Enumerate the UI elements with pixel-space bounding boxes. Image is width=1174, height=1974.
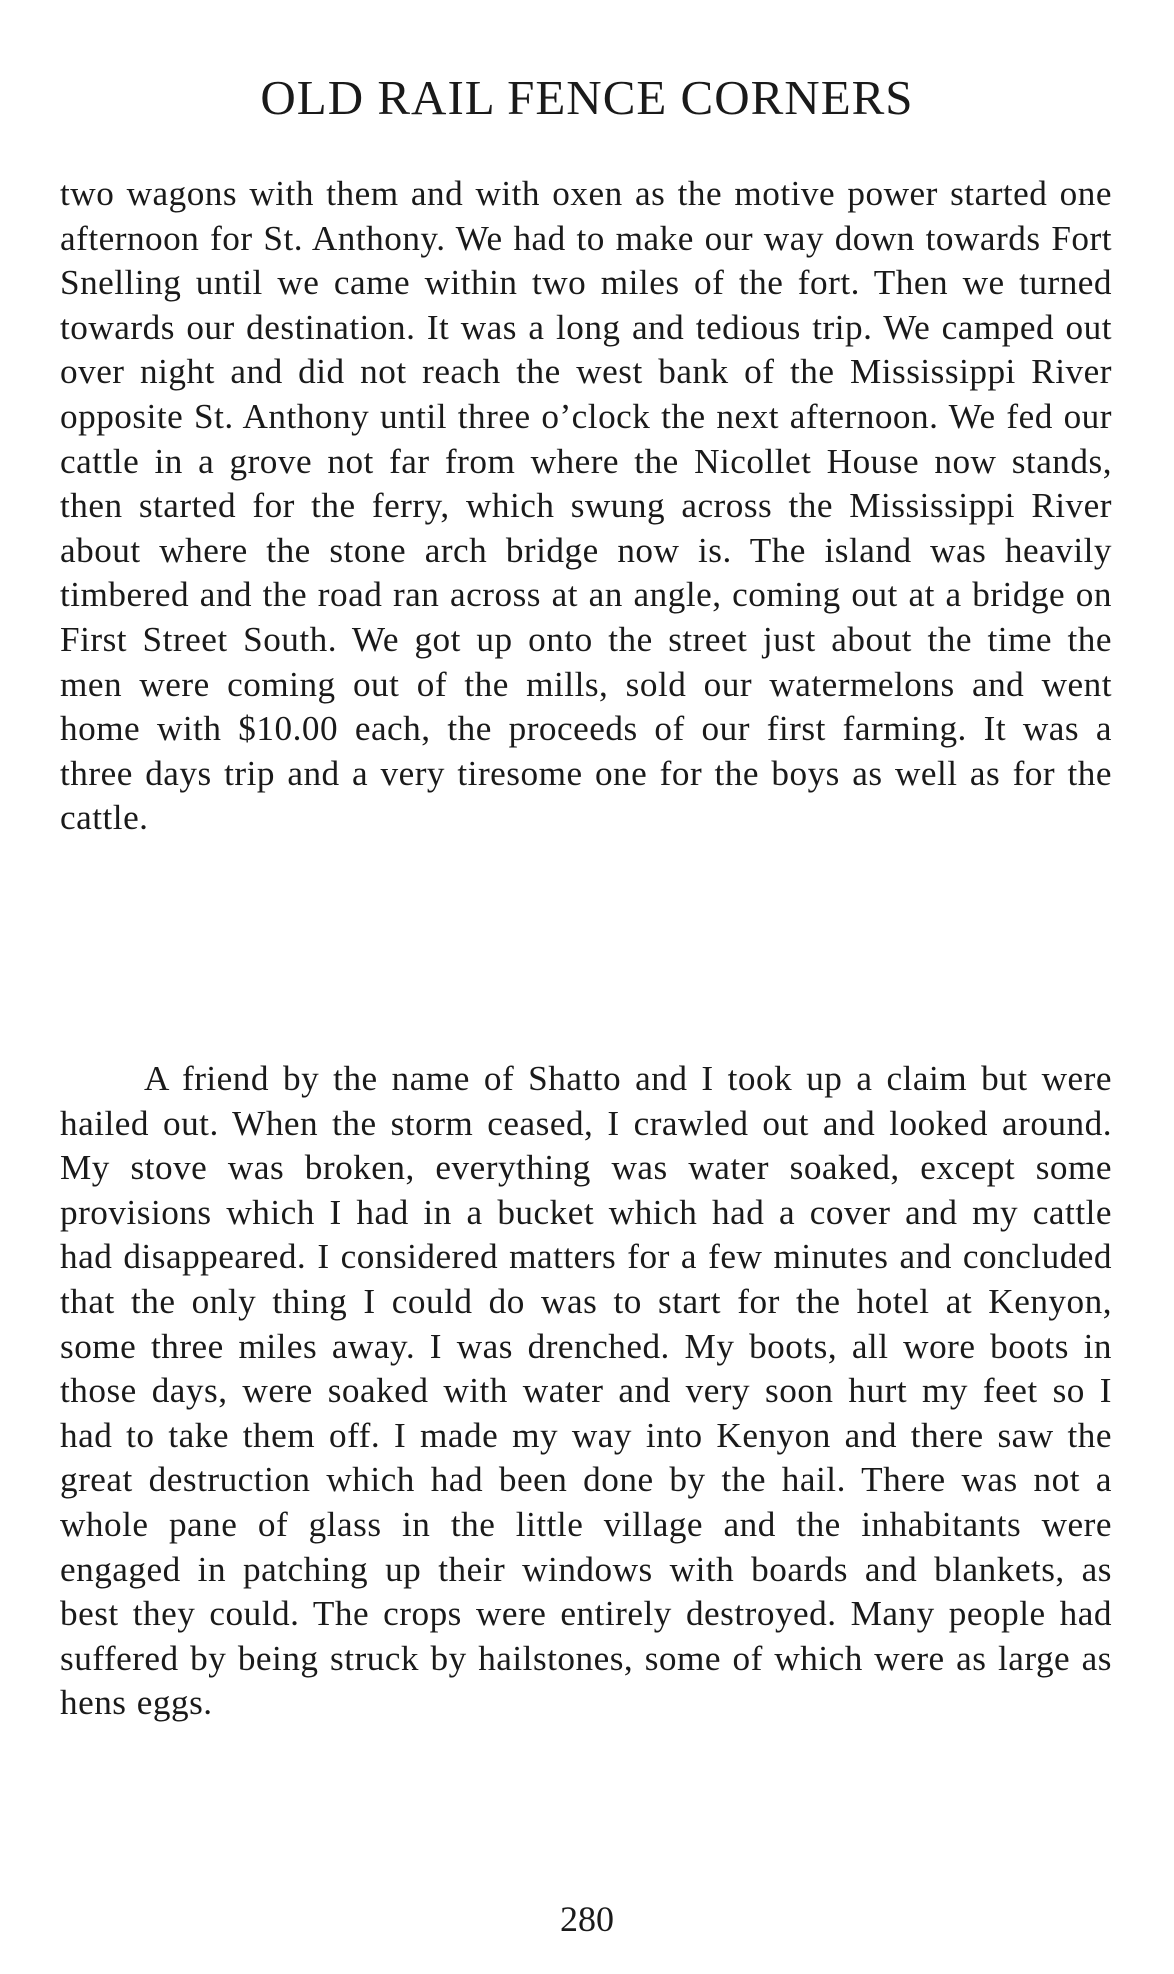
- paragraph-2: A friend by the name of Shatto and I took up a claim but were hailed out. When the storm ceased, I crawled out and looked around. My stove was broken, everything was water soaked, except some provisions which I had in a bucket which had a cover and my cattle had disappeared. I considered matters for a few minutes and concluded that the only thing I could do was to start for the hotel at Kenyon, some three miles away. I was drenched. My boots, all wore boots in those days, were soaked with water and very soon hurt my feet so I had to take them off. I made my way into Kenyon and there saw the great destruction which had been done by the hail. There was not a whole pane of glass in the little village and the inhabitants were engaged in patching up their windows with boards and blankets, as best they could. The crops were entirely destroyed. Many people had suffered by being struck by hailstones, some of which were as large as hens eggs.: [60, 1059, 1112, 1723]
- paragraph-1: two wagons with them and with oxen as the motive power started one afternoon for St. Anthony. We had to make our way down towards Fort Snelling until we came within two miles of the fort. Then we turned towards our destination. It was a long and tedious trip. We camped out over night and did not reach the west bank of the Mississippi River opposite St. Anthony until three o’clock the next afternoon. We fed our cattle in a grove not far from where the Nicollet House now stands, then started for the ferry, which swung across the Mississippi River about where the stone arch bridge now is. The island was heavily timbered and the road ran across at an angle, coming out at a bridge on First Street South. We got up onto the street just about the time the men were coming out of the mills, sold our watermelons and went home with $10.00 each, the proceeds of our first farming. It was a three days trip and a very tiresome one for the boys as well as for the cattle.: [60, 174, 1112, 838]
- page-number: 280: [560, 1899, 614, 1939]
- running-title: OLD RAIL FENCE CORNERS: [260, 70, 914, 125]
